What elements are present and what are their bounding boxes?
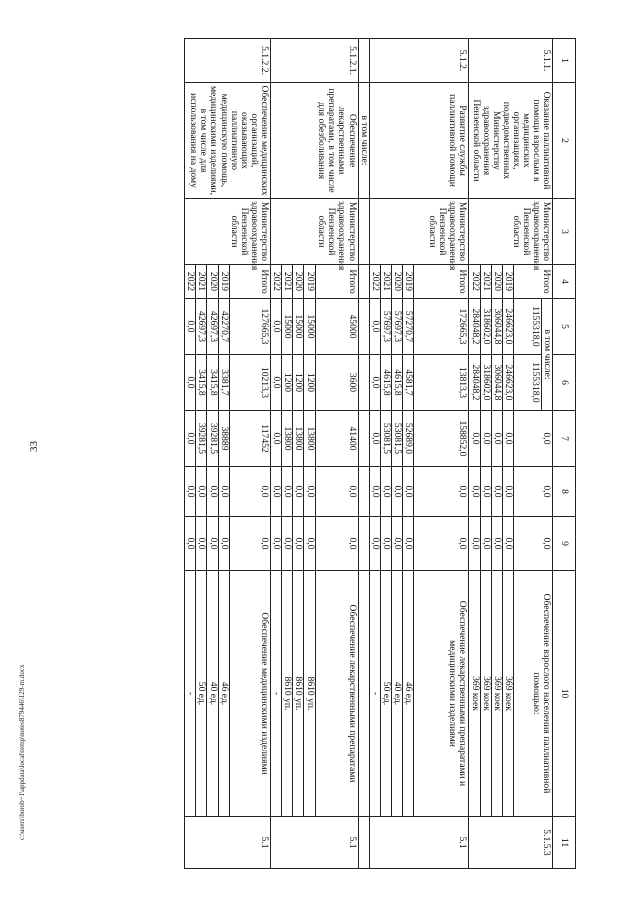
- cell: 13813,3: [414, 355, 469, 411]
- cell: 8610 уп.: [304, 571, 315, 817]
- year: 2021: [282, 265, 293, 299]
- in-that-number: в том числе:: [358, 83, 369, 199]
- cell: 46 ед.: [218, 571, 229, 817]
- cell: 0,0: [185, 411, 196, 467]
- empty-cell: [358, 299, 369, 355]
- cell: 0,0: [491, 517, 502, 571]
- indicator: Обеспечение взрослого населения паллиативной помощью:: [514, 571, 553, 817]
- cell: 0,0: [403, 467, 414, 517]
- header-cell: 10: [553, 571, 576, 817]
- cell: 117452: [229, 411, 270, 467]
- cell: 306044,8: [491, 299, 502, 355]
- measure-name: Развитие службы паллиативной помощи: [369, 83, 469, 199]
- reference: 5.1: [369, 817, 469, 869]
- cell: 3600: [315, 355, 358, 411]
- cell: 46 ед.: [403, 571, 414, 817]
- cell: 57697,3: [380, 299, 391, 355]
- header-cell: 3: [553, 199, 576, 265]
- cell: 0,0: [207, 517, 218, 571]
- cell: 50 ед.: [196, 571, 207, 817]
- cell: 1200: [293, 355, 304, 411]
- executor: Министерство здравоохранения Пензенской области: [469, 199, 553, 265]
- cell: 0,0: [185, 299, 196, 355]
- indicator: Обеспечение лекарственными препаратами и медицинскими изделиями: [414, 571, 469, 817]
- year: 2019: [218, 265, 229, 299]
- cell: 13800: [304, 411, 315, 467]
- cell: 0,0: [469, 411, 480, 467]
- cell: 1200: [304, 355, 315, 411]
- executor: Министерство здравоохранения Пензенской области: [185, 199, 271, 265]
- header-cell: 2: [553, 83, 576, 199]
- cell: 0,0: [380, 517, 391, 571]
- cell: 0,0: [414, 467, 469, 517]
- cell: 0,0: [293, 517, 304, 571]
- cell: 172665,3: [414, 299, 469, 355]
- cell: 13800: [293, 411, 304, 467]
- cell: 8610 уп.: [282, 571, 293, 817]
- cell: 0,0: [414, 517, 469, 571]
- cell: 0,0: [480, 517, 491, 571]
- row-number: 5.1.2.: [369, 39, 469, 83]
- cell: 369 коек: [491, 571, 502, 817]
- cell: -: [270, 571, 281, 817]
- year: 2021: [380, 265, 391, 299]
- cell: 0,0: [315, 467, 358, 517]
- cell: 15000: [304, 299, 315, 355]
- cell: 42697,3: [196, 299, 207, 355]
- cell: 0,0: [304, 517, 315, 571]
- cell: 0,0: [304, 467, 315, 517]
- total-label: Итого: [315, 265, 358, 299]
- year: 2022: [185, 265, 196, 299]
- year: 2019: [403, 265, 414, 299]
- cell: 0,0: [185, 467, 196, 517]
- cell: 246623,0: [503, 355, 514, 411]
- header-cell: 6: [553, 355, 576, 411]
- year: 2020: [207, 265, 218, 299]
- table-row: [414, 39, 469, 869]
- header-cell: 8: [553, 467, 576, 517]
- cell: 0,0: [503, 517, 514, 571]
- cell: -: [369, 571, 380, 817]
- cell: 1200: [282, 355, 293, 411]
- cell: 0,0: [270, 299, 281, 355]
- cell: 0,0: [469, 517, 480, 571]
- indicator: Обеспечение лекарственными препаратами: [315, 571, 358, 817]
- file-path-footer: c:\users\borob~1\appdata\local\temp\notes879446\129-m.docx: [18, 664, 26, 840]
- cell: 369 коек: [480, 571, 491, 817]
- cell: 52689,0: [403, 411, 414, 467]
- cell: 40 ед.: [207, 571, 218, 817]
- cell: 40 ед.: [392, 571, 403, 817]
- cell: 53081,5: [380, 411, 391, 467]
- cell: 0,0: [403, 517, 414, 571]
- cell: 158852,0: [414, 411, 469, 467]
- cell: 45000: [315, 299, 358, 355]
- header-cell: 7: [553, 411, 576, 467]
- year: 2019: [503, 265, 514, 299]
- cell: 0,0: [185, 517, 196, 571]
- year: 2021: [196, 265, 207, 299]
- cell: 13800: [282, 411, 293, 467]
- cell: 0,0: [514, 411, 553, 467]
- cell: 53081,5: [392, 411, 403, 467]
- cell: 0,0: [218, 517, 229, 571]
- cell: 15000: [293, 299, 304, 355]
- reference: 5.1: [270, 817, 358, 869]
- empty-cell: [358, 467, 369, 517]
- table-row: [315, 39, 358, 869]
- cell: 0,0: [480, 411, 491, 467]
- header-cell: 5: [553, 299, 576, 355]
- cell: 38889: [218, 411, 229, 467]
- reference: 5.1.5.3: [469, 817, 553, 869]
- cell: 1155318,0: [514, 355, 542, 411]
- cell: 369 коек: [503, 571, 514, 817]
- cell: 15000: [282, 299, 293, 355]
- table-row: [229, 39, 270, 869]
- cell: 10213,3: [229, 355, 270, 411]
- cell: 284048,2: [469, 299, 480, 355]
- cell: 0,0: [293, 467, 304, 517]
- cell: 0,0: [270, 411, 281, 467]
- empty-cell: [358, 199, 369, 265]
- total-label: Итого: [514, 265, 553, 299]
- cell: 318602,0: [480, 299, 491, 355]
- cell: 0,0: [503, 467, 514, 517]
- cell: 0,0: [392, 467, 403, 517]
- reference: 5.1: [185, 817, 271, 869]
- empty-cell: [358, 517, 369, 571]
- cell: 0,0: [229, 467, 270, 517]
- cell: 127665,3: [229, 299, 270, 355]
- cell: 0,0: [514, 467, 553, 517]
- cell: 0,0: [514, 517, 553, 571]
- row-number: 5.1.2.2.: [185, 39, 271, 83]
- cell: 306044,8: [491, 355, 502, 411]
- cell: 0,0: [369, 355, 380, 411]
- cell: 0,0: [282, 467, 293, 517]
- cell: 0,0: [185, 355, 196, 411]
- cell: 42697,3: [207, 299, 218, 355]
- cell: 246623,0: [503, 299, 514, 355]
- program-table: [184, 38, 576, 869]
- cell: 39281,5: [196, 411, 207, 467]
- cell: 0,0: [369, 517, 380, 571]
- cell: 0,0: [207, 467, 218, 517]
- cell: 369 коек: [469, 571, 480, 817]
- cell: 0,0: [270, 467, 281, 517]
- cell: 41400: [315, 411, 358, 467]
- year: 2021: [480, 265, 491, 299]
- cell: 3415,8: [207, 355, 218, 411]
- cell: 4615,8: [380, 355, 391, 411]
- header-cell: 1: [553, 39, 576, 83]
- year: 2020: [491, 265, 502, 299]
- empty-cell: [358, 411, 369, 467]
- cell: 0,0: [380, 467, 391, 517]
- cell: 318602,0: [480, 355, 491, 411]
- cell: 0,0: [480, 467, 491, 517]
- table-row: [541, 39, 552, 869]
- cell: 0,0: [369, 299, 380, 355]
- measure-name: Обеспечение лекарственными препаратами, в том числе для обезболивания: [270, 83, 358, 199]
- cell: 0,0: [315, 517, 358, 571]
- cell: 0,0: [469, 467, 480, 517]
- cell: -: [185, 571, 196, 817]
- cell: 4581,7: [403, 355, 414, 411]
- cell: 0,0: [491, 467, 502, 517]
- cell: 0,0: [196, 517, 207, 571]
- empty-cell: [358, 817, 369, 869]
- cell: 0,0: [282, 517, 293, 571]
- cell: 0,0: [369, 411, 380, 467]
- cell: 57697,3: [392, 299, 403, 355]
- cell: 1155318,0: [514, 299, 542, 355]
- cell: 42270,7: [218, 299, 229, 355]
- empty-cell: [358, 355, 369, 411]
- year: 2019: [304, 265, 315, 299]
- cell: 50 ед.: [380, 571, 391, 817]
- header-cell: 4: [553, 265, 576, 299]
- header-row: [553, 39, 576, 869]
- cell: 3415,8: [196, 355, 207, 411]
- cell: 0,0: [491, 411, 502, 467]
- cell: 0,0: [218, 467, 229, 517]
- cell: 3381,7: [218, 355, 229, 411]
- year: 2020: [293, 265, 304, 299]
- cell: 8610 уп.: [293, 571, 304, 817]
- year: 2022: [270, 265, 281, 299]
- in-that-number-row: [358, 39, 369, 869]
- total-label: Итого: [414, 265, 469, 299]
- executor: Министерство здравоохранения Пензенской области: [270, 199, 358, 265]
- header-cell: 9: [553, 517, 576, 571]
- indicator: Обеспечение медицинскими изделиями: [229, 571, 270, 817]
- cell: 0,0: [392, 517, 403, 571]
- cell: 0,0: [270, 355, 281, 411]
- year: 2022: [469, 265, 480, 299]
- executor: Министерство здравоохранения Пензенской области: [369, 199, 469, 265]
- cell: 284048,2: [469, 355, 480, 411]
- row-number: 5.1.2.1.: [270, 39, 358, 83]
- measure-name: Оказание паллиативной помощи взрослым в медицинских организациях, подведомственных Министерству здравоохранения Пензенской области: [469, 83, 553, 199]
- cell: 39281,5: [207, 411, 218, 467]
- cell: 0,0: [503, 411, 514, 467]
- rotated-table-container: [102, 38, 576, 868]
- in-that-number: в том числе:: [541, 299, 552, 411]
- year: 2020: [392, 265, 403, 299]
- total-label: Итого: [229, 265, 270, 299]
- page-number: 33: [28, 441, 40, 452]
- cell: 0,0: [229, 517, 270, 571]
- cell: 0,0: [196, 467, 207, 517]
- empty-cell: [358, 265, 369, 299]
- cell: 57270,7: [403, 299, 414, 355]
- cell: 4615,8: [392, 355, 403, 411]
- empty-cell: [358, 39, 369, 83]
- row-number: 5.1.1.: [469, 39, 553, 83]
- empty-cell: [358, 571, 369, 817]
- cell: 0,0: [369, 467, 380, 517]
- year: 2022: [369, 265, 380, 299]
- cell: 0,0: [270, 517, 281, 571]
- header-cell: 11: [553, 817, 576, 869]
- measure-name: Обеспечение медицинских организаций, оказывающих паллиативную медицинскую помощь, медицинскими изделиями, в том числе для использования на дому: [185, 83, 271, 199]
